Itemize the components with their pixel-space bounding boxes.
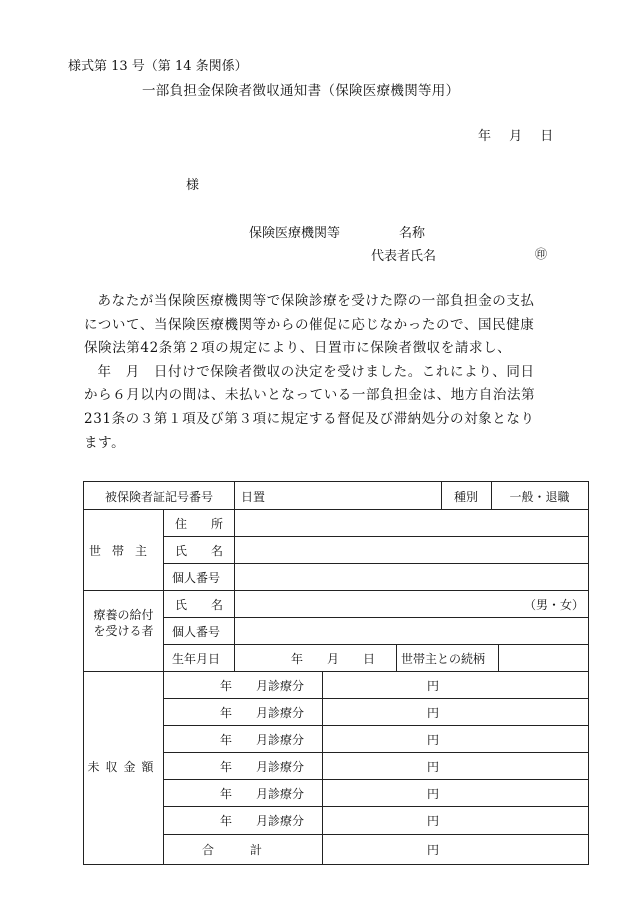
type-label: 種別 xyxy=(453,490,478,504)
beneficiary-personal-number-label: 個人番号 xyxy=(172,625,221,639)
body-line: 年 月 日付けで保険者徴収の決定を受けました。これにより、同日 xyxy=(97,363,535,380)
table-rule xyxy=(234,482,235,509)
beneficiary-name-label: 氏名 xyxy=(175,598,248,612)
table-rule xyxy=(84,671,588,672)
table-rule xyxy=(322,671,323,864)
total-label: 合 計 xyxy=(202,843,263,857)
body-line: について、当保険医療機関等からの催促に応じなかったので、国民健康 xyxy=(84,316,535,333)
body-line: あなたが当保険医療機関等で保険診療を受けた際の一部負担金の支払 xyxy=(97,293,535,309)
insured-number-label: 被保険者証記号番号 xyxy=(104,490,213,504)
form-number: 様式第 13 号（第 14 条関係） xyxy=(68,59,248,74)
month-label: 年 月診療分 xyxy=(220,787,305,801)
document-title: 一部負担金保険者徴収通知書（保険医療機関等用） xyxy=(142,83,460,99)
birthdate-blank: 年 月 日 xyxy=(291,652,376,666)
table-rule xyxy=(163,806,588,807)
notice-body xyxy=(84,290,554,455)
month-label: 年 月診療分 xyxy=(220,706,305,720)
table-rule xyxy=(84,590,588,591)
beneficiary-label xyxy=(84,607,163,639)
household-personal-number-label: 個人番号 xyxy=(172,571,221,585)
table-rule xyxy=(163,617,588,618)
institution-name-label: 名称 xyxy=(399,226,426,241)
total-yen-unit: 円 xyxy=(427,843,440,857)
address-label: 住所 xyxy=(175,517,248,531)
table-rule xyxy=(163,752,588,753)
body-line: ます。 xyxy=(84,434,126,451)
body-line: から６月以内の間は、未払いとなっている一部負担金は、地方自治法第 xyxy=(84,387,536,404)
table-rule xyxy=(396,644,397,671)
body-line: 保険法第42条第２項の規定により、日置市に保険者徴収を請求し、 xyxy=(84,340,512,357)
beneficiary-label-line: を受ける者 xyxy=(93,624,154,638)
recipient-suffix: 様 xyxy=(186,178,200,193)
table-rule xyxy=(163,725,588,726)
table-rule xyxy=(498,644,499,671)
month-label: 年 月診療分 xyxy=(220,679,305,693)
type-value: 一般・退職 xyxy=(509,490,570,504)
table-rule xyxy=(84,509,588,510)
birthdate-label: 生年月日 xyxy=(172,652,221,666)
table-rule xyxy=(163,509,164,864)
household-name-label: 氏名 xyxy=(175,544,248,558)
month-label: 年 月診療分 xyxy=(220,814,305,828)
yen-unit: 円 xyxy=(427,814,440,828)
collection-form-table xyxy=(83,481,589,865)
yen-unit: 円 xyxy=(427,760,440,774)
institution-label: 保険医療機関等 xyxy=(249,226,341,241)
table-rule xyxy=(234,509,235,671)
table-rule xyxy=(163,779,588,780)
insured-number-prefix: 日置 xyxy=(241,490,266,504)
table-rule xyxy=(163,698,588,699)
beneficiary-label-line: 療養の給付 xyxy=(93,608,154,622)
gender-choice: （男・女） xyxy=(524,598,585,612)
yen-unit: 円 xyxy=(427,706,440,720)
body-line: 231条の３第１項及び第３項に規定する督促及び滞納処分の対象となり xyxy=(84,410,535,427)
representative-label: 代表者氏名 xyxy=(371,249,437,264)
table-rule xyxy=(163,536,588,537)
yen-unit: 円 xyxy=(427,679,440,693)
issue-date: 年 月 日 xyxy=(478,129,554,144)
table-rule xyxy=(163,644,588,645)
table-rule xyxy=(163,834,588,835)
month-label: 年 月診療分 xyxy=(220,760,305,774)
unpaid-amount-label: 未収金額 xyxy=(87,760,160,774)
relation-label: 世帯主との続柄 xyxy=(401,652,486,666)
yen-unit: 円 xyxy=(427,787,440,801)
yen-unit: 円 xyxy=(427,733,440,747)
month-label: 年 月診療分 xyxy=(220,733,305,747)
seal-mark: ㊞ xyxy=(535,247,548,261)
table-rule xyxy=(163,563,588,564)
household-head-label: 世帯主 xyxy=(88,544,158,558)
